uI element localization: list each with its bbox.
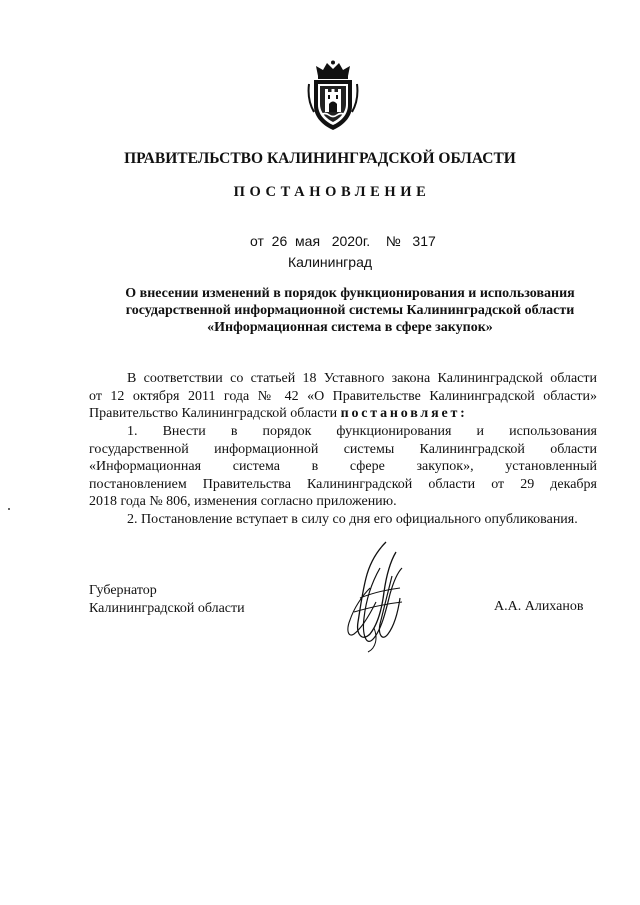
paragraph-preamble xyxy=(89,370,597,423)
scan-speck xyxy=(8,508,10,510)
date-year: 2020 xyxy=(331,233,363,249)
signer-position xyxy=(89,582,245,617)
document-number: 317 xyxy=(412,233,436,249)
signer-name: А.А. Алиханов xyxy=(494,599,584,614)
date-number-line xyxy=(250,233,436,249)
document-subject xyxy=(80,285,620,336)
item1-line: «Информационная система в сфере закупок», установленный xyxy=(89,459,597,475)
subject-line: «Информационная система в сфере закупок» xyxy=(207,320,493,335)
item1-line: государственной информационной системы Калининградской области xyxy=(89,441,597,457)
action-word: постановляет: xyxy=(340,406,468,422)
date-prefix: от xyxy=(250,233,264,249)
item2-line: 2. Постановление вступает в силу со дня его официального опубликования. xyxy=(127,512,578,527)
preamble-line xyxy=(89,405,597,423)
subject-line: государственной информационной системы Калининградской области xyxy=(125,303,575,318)
item1-line: постановлением Правительства Калининградской области от 29 декабря xyxy=(89,476,597,492)
document-type: ПОСТАНОВЛЕНИЕ xyxy=(233,184,431,200)
coat-of-arms-icon xyxy=(306,60,360,134)
preamble-line: от 12 октября 2011 года № 42 «О Правительстве Калининградской области» xyxy=(89,388,597,404)
paragraph-item-2 xyxy=(89,511,597,529)
government-title: ПРАВИТЕЛЬСТВО КАЛИНИНГРАДСКОЙ ОБЛАСТИ xyxy=(124,150,516,167)
position-line: Калининградской области xyxy=(89,600,245,616)
city: Калининград xyxy=(287,254,373,270)
position-line: Губернатор xyxy=(89,583,157,598)
date-year-suffix: г. xyxy=(362,233,371,249)
date-month: мая xyxy=(295,233,321,249)
paragraph-item-1 xyxy=(89,423,597,511)
number-sign: № xyxy=(385,233,401,249)
handwritten-signature xyxy=(340,538,416,656)
preamble-line: В соответствии со статьей 18 Уставного закона Калининградской области xyxy=(127,371,597,386)
preamble-last-text: Правительство Калининградской области xyxy=(89,406,338,422)
date-day: 26 xyxy=(271,233,288,249)
subject-line: О внесении изменений в порядок функционирования и использования xyxy=(125,286,575,301)
item1-line: 1. Внести в порядок функционирования и использования xyxy=(127,424,597,439)
item1-line: 2018 года № 806, изменения согласно приложению. xyxy=(89,494,397,510)
